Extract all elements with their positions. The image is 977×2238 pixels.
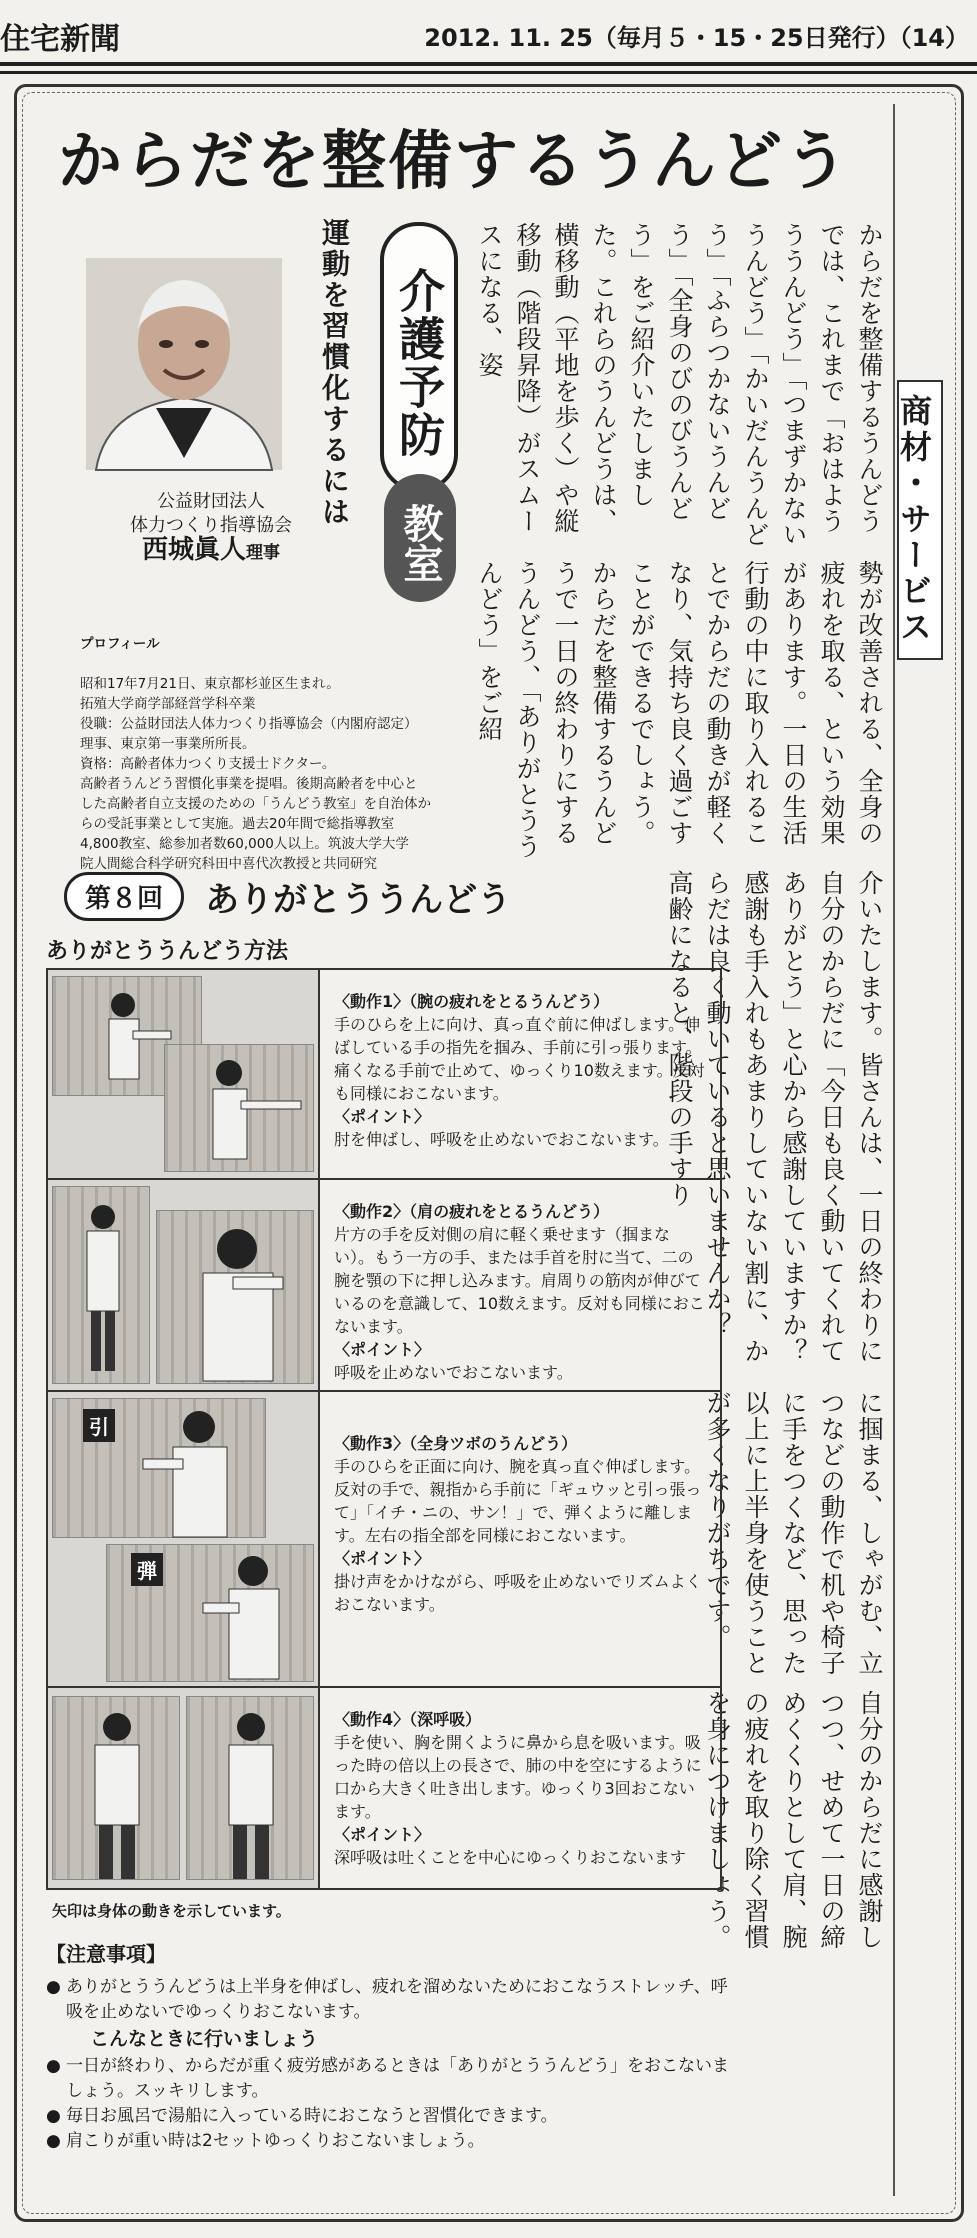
exercise-photo-2 bbox=[48, 1180, 320, 1390]
section-label: 商材・サービス bbox=[897, 380, 943, 660]
author-affiliation bbox=[96, 490, 326, 565]
exercise-title: 〈動作4〉（深呼吸） bbox=[334, 1710, 482, 1729]
person-figure-icon bbox=[75, 1709, 159, 1879]
bullet-icon: ● bbox=[46, 2131, 61, 2151]
note-text: 毎日お風呂で湯船に入っている時におこなうと習慣化できます。 bbox=[66, 2106, 558, 2126]
notes-section bbox=[46, 1942, 736, 2154]
body-column-a: からだを整備するうんどうでは、これまで「おはようううんどう」「つまずかないうんどう」「かいだんうんどう」「ふらつかないうんどう」「全身のびのびうんどう」をご紹介いたしました。これらのうんどうは、横移動（平地を歩く）や縦移動（階段昇降）がスムースになる、姿 bbox=[475, 222, 884, 548]
exercise-text-4 bbox=[320, 1688, 720, 1888]
exercise-point: 肘を伸ばし、呼吸を止めないでおこないます。 bbox=[334, 1130, 669, 1149]
exercise-point-label: 〈ポイント〉 bbox=[334, 1825, 431, 1844]
person-figure-icon bbox=[183, 1221, 293, 1381]
note-text: ありがとううんどうは上半身を伸ばし、疲れを溜めないためにおこなうストレッチ、呼吸を止めないでゆっくりおこないます。 bbox=[66, 1977, 728, 2022]
exercise-row-2 bbox=[48, 1180, 720, 1392]
person-figure-icon bbox=[203, 1553, 303, 1679]
photo-panel bbox=[52, 1696, 180, 1880]
paper-name: 住宅新聞 bbox=[0, 22, 120, 57]
body-column-e: 自分のからだに感謝しつつ、せめて一日の締めくくりとして肩、腕の疲れを取り除く習慣を身につけましょう。 bbox=[703, 1690, 884, 1950]
photo-panel bbox=[106, 1544, 314, 1682]
note-item bbox=[46, 2129, 736, 2154]
exercise-photo-1 bbox=[48, 970, 320, 1178]
exercise-point-label: 〈ポイント〉 bbox=[334, 1107, 431, 1126]
series-badge bbox=[380, 222, 470, 602]
note-item bbox=[46, 1975, 736, 2025]
exercise-row-4 bbox=[48, 1688, 720, 1888]
when-heading: こんなときに行いましょう bbox=[90, 2028, 319, 2050]
author-org1: 公益財団法人 bbox=[157, 491, 265, 512]
exercise-row-3 bbox=[48, 1392, 720, 1688]
body-column-c: 介いたします。皆さんは、一日の終わりに自分のからだに「今日も良く動いてくれてありがとう」と心から感謝していますか？感謝も手入れもあまりしていない割に、からだは良く動いていると思いませんか？ 高齢になると、階段の手すり bbox=[665, 870, 884, 1364]
exercise-point: 呼吸を止めないでおこないます。 bbox=[334, 1363, 573, 1382]
exercise-photo-4 bbox=[48, 1688, 320, 1888]
bullet-icon: ● bbox=[46, 1977, 61, 1997]
profile-heading: プロフィール bbox=[80, 636, 160, 652]
badge-main-label: 介護予防 bbox=[380, 222, 458, 492]
flick-arrow-tag: 弾 bbox=[131, 1553, 163, 1586]
portrait-photo-icon bbox=[86, 258, 282, 470]
person-figure-icon bbox=[73, 1201, 133, 1377]
author-profile bbox=[80, 614, 500, 894]
photo-caption: 矢印は身体の動きを示しています。 bbox=[52, 1902, 291, 1920]
body-column-d: に掴まる、しゃがむ、立つなどの動作で机や椅子に手をつくなど、思った以上に上半身を使うことが多くなりがちです。 bbox=[703, 1390, 884, 1676]
masthead-rule bbox=[0, 71, 977, 74]
exercise-row-1 bbox=[48, 970, 720, 1180]
exercise-title: 〈動作2〉（肩の疲れをとるうんどう） bbox=[334, 1202, 610, 1221]
profile-body: 昭和17年7月21日、東京都杉並区生まれ。 拓殖大学商学部経営学科卒業 役職：公益財団法人体力つくり指導協会（内閣府認定） 理事、東京第一事業所所長。 資格：高齢者体力つくり支援士ドクター。 高齢者うんどう習慣化事業を提唱。後期高齢者を中心と した高齢者自立支援のための「うんどう教室」を自治体か らの受託事業として実施。過去20年間で総指導教室 4,800教室、総参加者数60,000人以上。筑波大学大学 院人間総合科学研究科田中喜代次教授と共同研究 bbox=[80, 676, 431, 872]
badge-sub-label: 教室 bbox=[384, 474, 456, 602]
exercise-title: 〈動作1〉（腕の疲れをとるうんどう） bbox=[334, 992, 610, 1011]
exercise-text-2 bbox=[320, 1180, 720, 1390]
person-figure-icon bbox=[93, 989, 173, 1097]
bullet-icon: ● bbox=[46, 2106, 61, 2126]
body-column-b: 勢が改善される、全身の疲れを取る、という効果があります。一日の生活行動の中に取り入れることでからだの動きが軽くなり、気持ち良く過ごすことができるでしょう。 からだを整備するうんどうで一日の終わりにするうんどう、「ありがとううんどう」をご紹 bbox=[475, 560, 884, 860]
note-item bbox=[46, 2054, 736, 2104]
person-figure-icon bbox=[143, 1407, 253, 1537]
exercise-point: 深呼吸は吐くことを中心にゆっくりおこないます bbox=[334, 1848, 686, 1867]
author-portrait bbox=[86, 258, 282, 470]
article-subtitle: 運動を習慣化するには bbox=[318, 218, 351, 528]
episode-header bbox=[64, 872, 704, 920]
note-text: 一日が終わり、からだが重く疲労感があるときは「ありがとううんどう」をおこないましょう。スッキリします。 bbox=[66, 2056, 729, 2101]
article-headline: からだを整備するうんどう bbox=[58, 124, 850, 199]
photo-panel bbox=[52, 1186, 150, 1384]
exercise-photo-3 bbox=[48, 1392, 320, 1686]
photo-panel bbox=[52, 1398, 266, 1538]
note-text: 肩こりが重い時は2セットゆっくりおこないましょう。 bbox=[66, 2131, 485, 2151]
photo-panel bbox=[164, 1044, 314, 1172]
photo-panel bbox=[156, 1210, 314, 1384]
photo-panel bbox=[186, 1696, 314, 1880]
exercise-text-3 bbox=[320, 1392, 720, 1686]
exercise-body: 手のひらを上に向け、真っ直ぐ前に伸ばします。伸ばしている手の指先を掴み、手前に引っ張ります。痛くなる手前で止めて、ゆっくり10数えます。反対も同様におこないます。 bbox=[334, 1015, 705, 1103]
exercise-body: 片方の手を反対側の肩に軽く乗せます（掴まない）。もう一方の手、または手首を肘に当て、二の腕を顎の下に押し込みます。肩周りの筋肉が伸びているのを意識して、10数えます。反対も同様におこないます。 bbox=[334, 1225, 705, 1336]
bullet-icon: ● bbox=[46, 2056, 61, 2076]
author-title: 理事 bbox=[246, 543, 280, 563]
person-figure-icon bbox=[195, 1055, 305, 1171]
exercise-table bbox=[46, 968, 722, 1890]
exercise-body: 手を使い、胸を開くように鼻から息を吸います。吸った時の倍以上の長さで、肺の中を空にするように口から大きく吐き出します。ゆっくり3回おこないます。 bbox=[334, 1733, 702, 1821]
note-item bbox=[46, 2104, 736, 2129]
notes-heading: 【注意事項】 bbox=[46, 1942, 166, 1966]
exercise-title: 〈動作3〉（全身ツボのうんどう） bbox=[334, 1434, 578, 1453]
exercise-body: 手のひらを正面に向け、腕を真っ直ぐ伸ばします。反対の手で、親指から手前に「ギュウッと引っ張って」「イチ・ニの、サン！」で、弾くように離します。左右の指全部を同様におこないます。 bbox=[334, 1457, 702, 1545]
author-org2: 体力つくり指導協会 bbox=[130, 515, 292, 536]
exercise-point: 掛け声をかけながら、呼吸を止めないでリズムよくおこないます。 bbox=[334, 1572, 702, 1614]
method-title: ありがとううんどう方法 bbox=[46, 939, 289, 964]
masthead bbox=[0, 0, 977, 66]
episode-number: 第８回 bbox=[64, 872, 184, 921]
exercise-point-label: 〈ポイント〉 bbox=[334, 1340, 431, 1359]
issue-dateline: 2012. 11. 25（毎月５・15・25日発行）（14） bbox=[424, 24, 969, 52]
pull-arrow-tag: 引 bbox=[83, 1409, 115, 1442]
exercise-text-1 bbox=[320, 970, 720, 1178]
exercise-point-label: 〈ポイント〉 bbox=[334, 1549, 431, 1568]
episode-title: ありがとううんどう bbox=[205, 880, 512, 920]
author-name: 西城眞人 bbox=[141, 535, 246, 565]
person-figure-icon bbox=[209, 1709, 293, 1879]
